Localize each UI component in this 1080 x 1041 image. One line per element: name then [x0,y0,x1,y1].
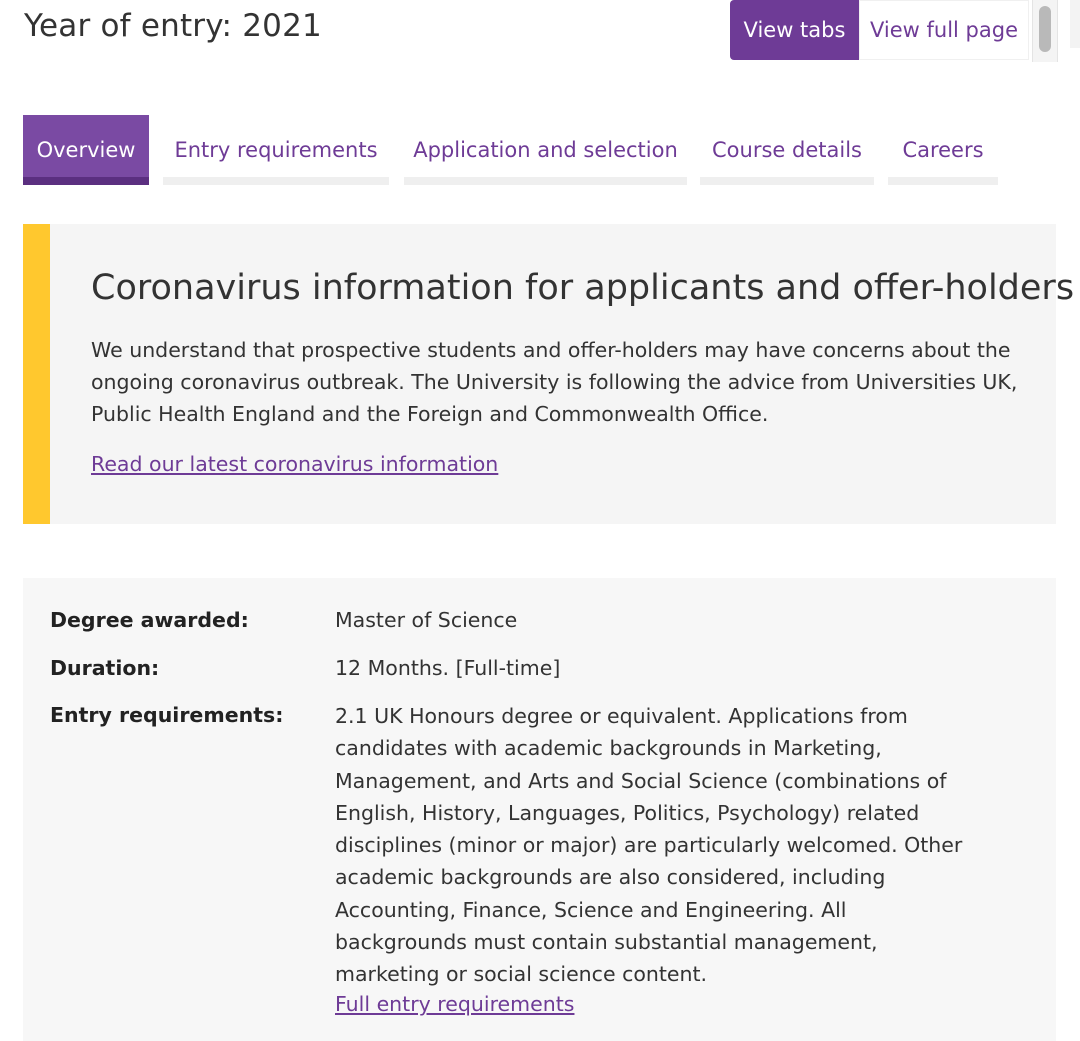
entry-requirements-label: Entry requirements: [50,703,284,727]
key-facts-panel [23,578,1056,1041]
view-tabs-button[interactable]: View tabs [730,0,859,60]
year-of-entry-heading: Year of entry: 2021 [24,8,322,44]
entry-requirements-value: 2.1 UK Honours degree or equivalent. Applications from candidates with academic backgrounds in Marketing, Management, and Arts and Social Science (combinations of English, History, Languages, Politics, Psychology) related disciplines (minor or major) are particularly welcomed. Other academic backgrounds are also considered, including Accounting, Finance, Science and Engineering. All backgrounds must contain substantial management, marketing or social science content. [335,704,963,987]
notice-body: We understand that prospective students and offer-holders may have concerns about the ongoing coronavirus outbreak. The University is following the advice from Universities UK, Public Health England and the Foreign and Commonwealth Office. [91,338,1018,426]
scrollbar[interactable] [1032,0,1058,62]
degree-awarded-label: Degree awarded: [50,608,249,632]
coronavirus-notice [23,224,1075,524]
tab-overview[interactable]: Overview [23,115,149,185]
view-mode-toggle [730,0,1029,60]
notice-title: Coronavirus information for applicants and offer-holders [91,268,1075,308]
tab-careers[interactable]: Careers [888,115,998,185]
coronavirus-info-link[interactable]: Read our latest coronavirus information [91,452,499,476]
duration-label: Duration: [50,656,160,680]
scrollbar-thumb[interactable] [1039,6,1051,52]
tab-entry-requirements[interactable]: Entry requirements [163,115,389,185]
duration-value: 12 Months. [Full-time] [335,656,561,680]
view-full-page-button[interactable]: View full page [859,0,1029,60]
tab-application-and-selection[interactable]: Application and selection [404,115,687,185]
window-edge [1070,0,1080,48]
full-entry-requirements-link[interactable]: Full entry requirements [335,992,575,1016]
tab-course-details[interactable]: Course details [700,115,874,185]
degree-awarded-value: Master of Science [335,608,518,632]
notice-accent-bar [23,224,50,524]
